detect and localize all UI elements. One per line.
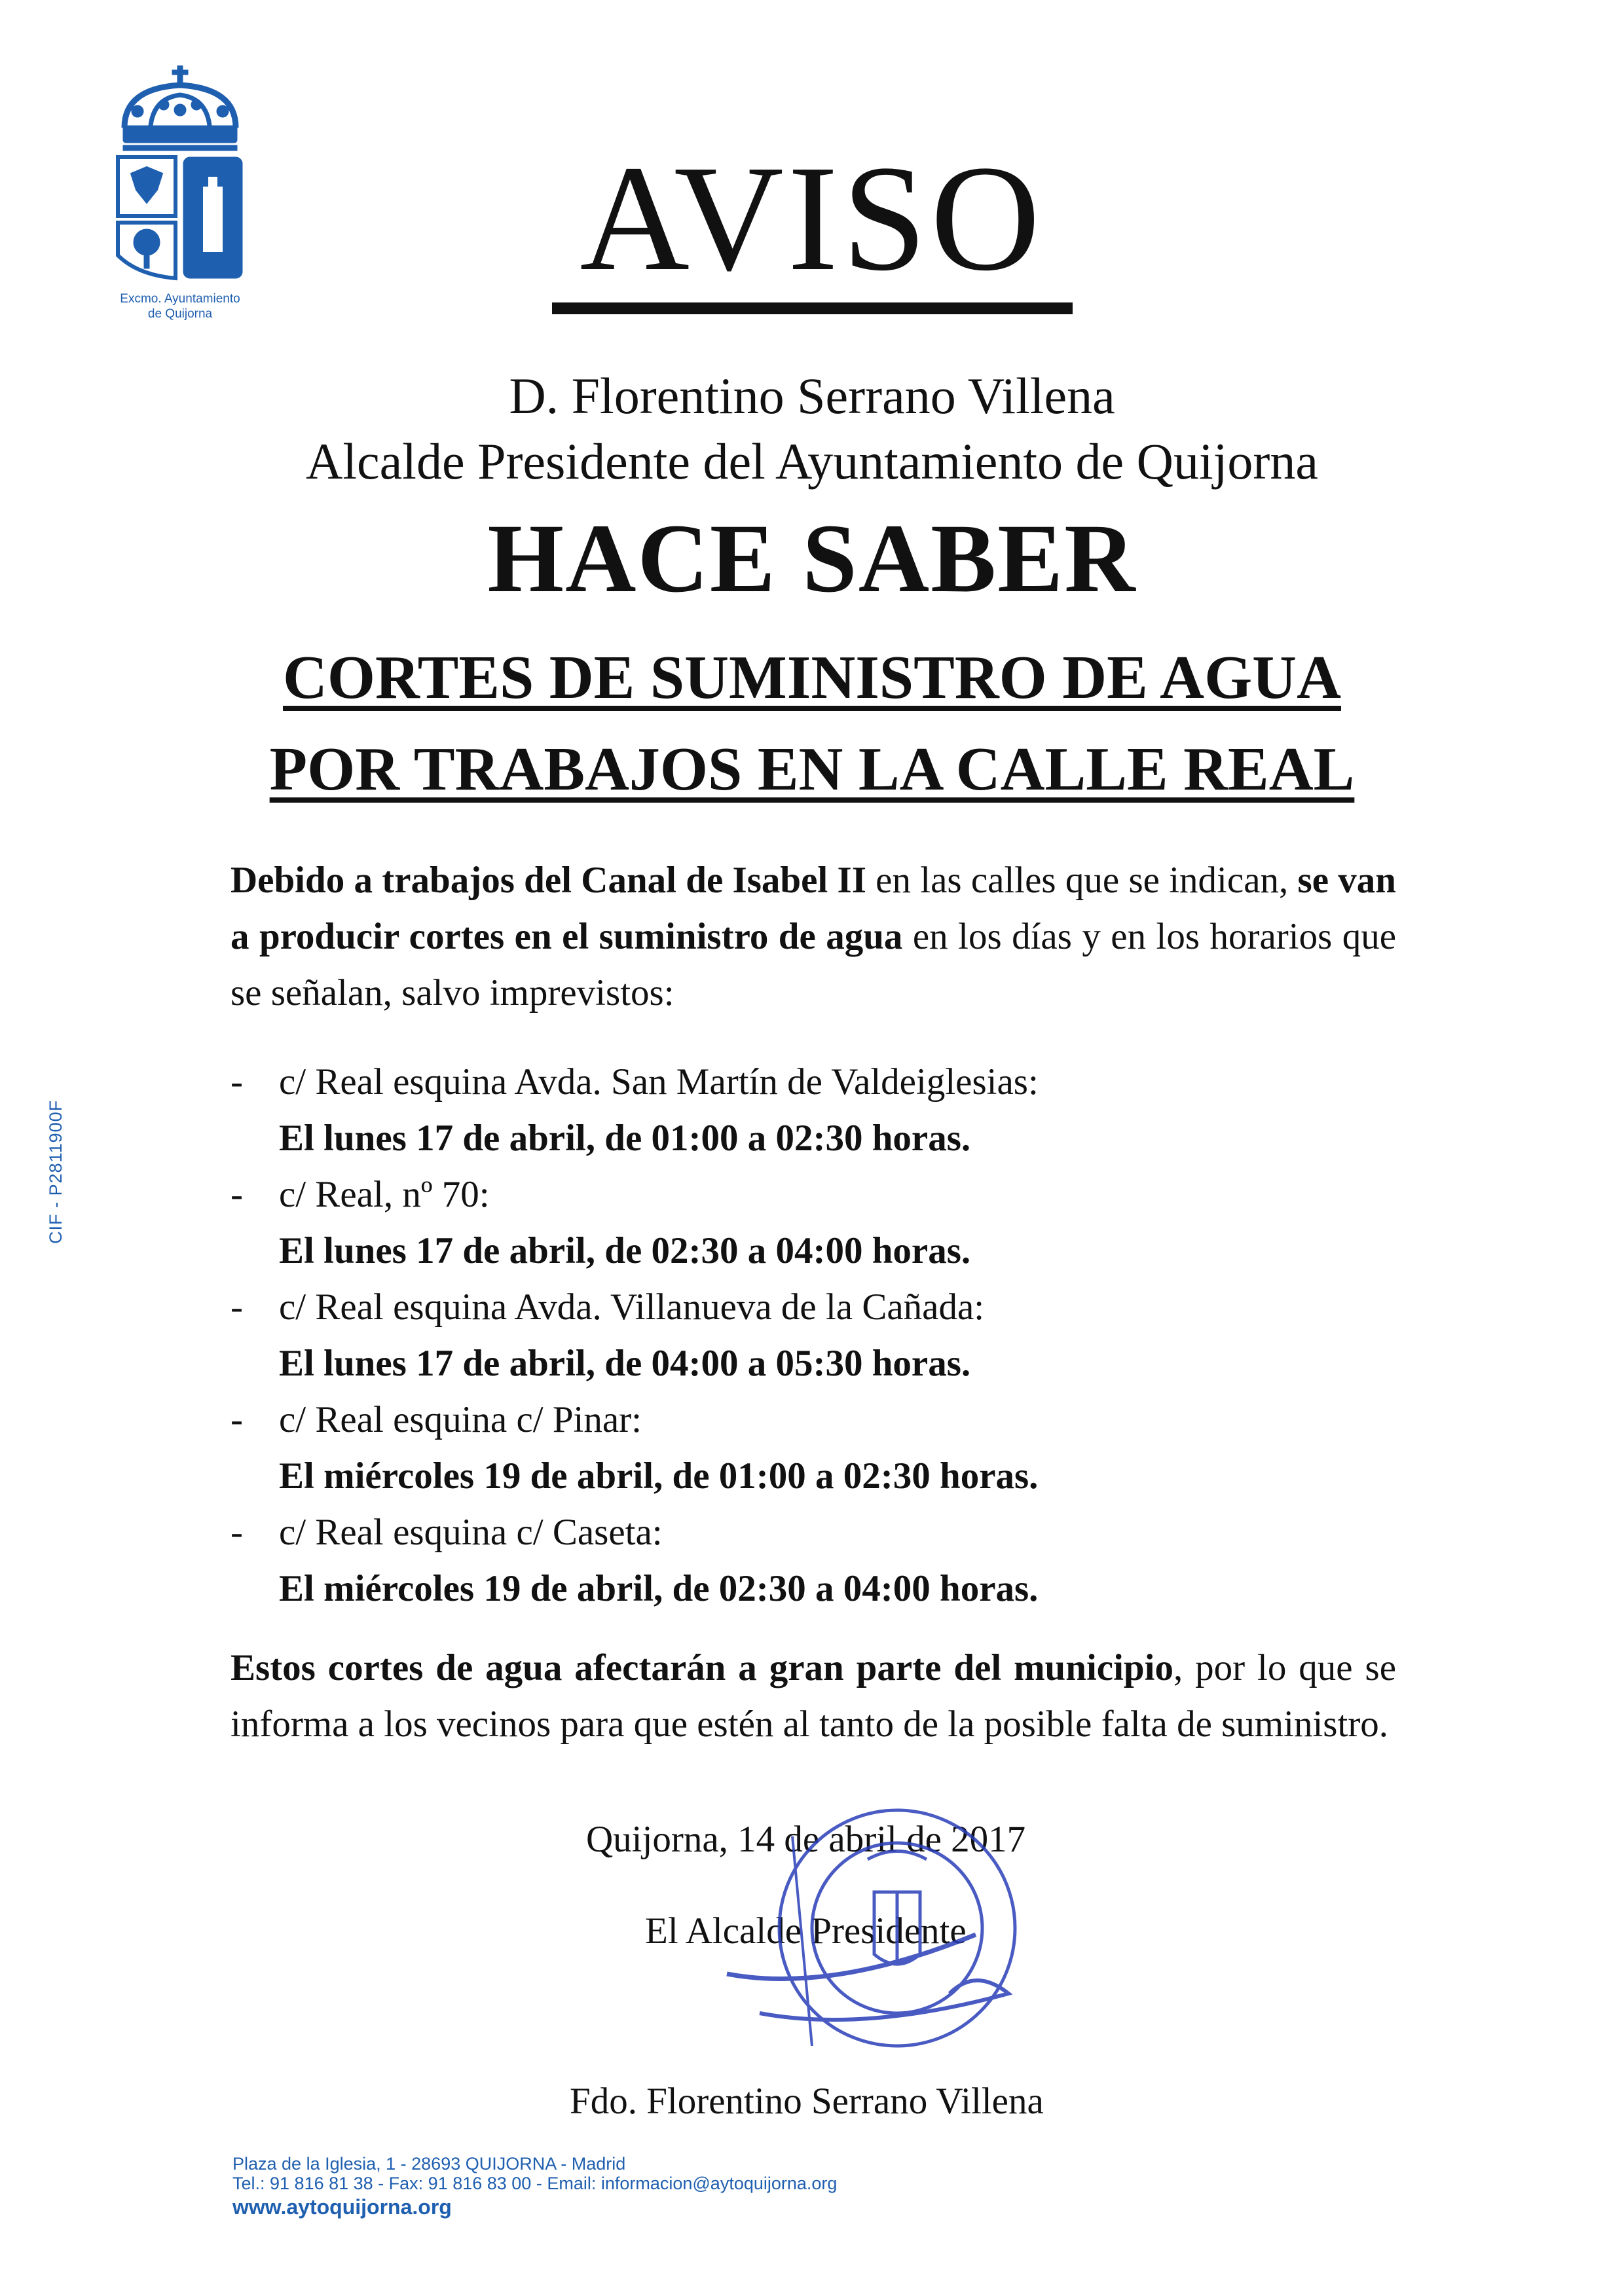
item-time: El miércoles 19 de abril, de 01:00 a 02:30 horas. bbox=[279, 1455, 1039, 1497]
intro-text-2: en los días y en los horarios que se señalan, salvo imprevistos: bbox=[231, 916, 1396, 1013]
signature-date: Quijorna, 14 de abril de 2017 bbox=[586, 1819, 1026, 1860]
item-time: El lunes 17 de abril, de 01:00 a 02:30 horas. bbox=[279, 1118, 971, 1159]
list-item bbox=[231, 1054, 1409, 1167]
item-time: El lunes 17 de abril, de 04:00 a 05:30 horas. bbox=[279, 1343, 971, 1384]
aviso-heading: AVISO bbox=[580, 134, 1044, 302]
list-bullet: - bbox=[231, 1399, 243, 1440]
subject-line-2: POR TRABAJOS EN LA CALLE REAL bbox=[269, 735, 1355, 803]
footer-website: www.aytoquijorna.org bbox=[232, 2195, 452, 2219]
item-street: c/ Real esquina c/ Pinar: bbox=[279, 1399, 642, 1440]
aviso-underline bbox=[552, 302, 1073, 314]
logo-caption bbox=[98, 291, 262, 321]
signature-title: El Alcalde Presidente bbox=[645, 1910, 967, 1952]
item-time: El miércoles 19 de abril, de 02:30 a 04:00 horas. bbox=[279, 1568, 1039, 1609]
footer-contact: Tel.: 91 816 81 38 - Fax: 91 816 83 00 - Email: informacion@aytoquijorna.org bbox=[232, 2174, 838, 2193]
coat-of-arms-logo bbox=[111, 65, 249, 288]
intro-bold-2: se van a producir cortes en el suministro de agua bbox=[231, 860, 1396, 957]
logo-caption-line1: Excmo. Ayuntamiento bbox=[120, 292, 240, 306]
item-street: c/ Real esquina Avda. Villanueva de la Cañada: bbox=[279, 1286, 985, 1328]
list-bullet: - bbox=[231, 1174, 243, 1215]
mayor-title: Alcalde Presidente del Ayuntamiento de Quijorna bbox=[306, 433, 1318, 490]
mayor-name: D. Florentino Serrano Villena bbox=[509, 367, 1115, 424]
intro-text-1: en las calles que se indican, bbox=[866, 860, 1298, 901]
list-item bbox=[231, 1504, 1409, 1617]
item-street: c/ Real esquina c/ Caseta: bbox=[279, 1512, 663, 1553]
outage-list bbox=[231, 1054, 1409, 1617]
closing-bold: Estos cortes de agua afectarán a gran parte del municipio bbox=[231, 1647, 1173, 1688]
item-street: c/ Real, nº 70: bbox=[279, 1174, 490, 1215]
list-bullet: - bbox=[231, 1061, 243, 1102]
footer-address: Plaza de la Iglesia, 1 - 28693 QUIJORNA - Madrid bbox=[232, 2154, 626, 2174]
hace-saber-heading: HACE SABER bbox=[487, 504, 1137, 613]
item-street: c/ Real esquina Avda. San Martín de Valdeiglesias: bbox=[279, 1061, 1039, 1102]
list-item bbox=[231, 1167, 1409, 1279]
closing-paragraph bbox=[231, 1640, 1396, 1753]
logo-caption-line2: de Quijorna bbox=[147, 307, 213, 321]
list-item bbox=[231, 1279, 1409, 1392]
cif-code: CIF - P2811900F bbox=[46, 1099, 65, 1244]
list-item bbox=[231, 1392, 1409, 1504]
item-time: El lunes 17 de abril, de 02:30 a 04:00 horas. bbox=[279, 1230, 971, 1271]
footer bbox=[232, 2154, 837, 2217]
intro-paragraph bbox=[231, 852, 1396, 1021]
subject-line-1: CORTES DE SUMINISTRO DE AGUA bbox=[283, 644, 1341, 712]
signature-name: Fdo. Florentino Serrano Villena bbox=[570, 2081, 1044, 2122]
intro-bold-1: Debido a trabajos del Canal de Isabel II bbox=[231, 860, 866, 901]
list-bullet: - bbox=[231, 1512, 243, 1553]
list-bullet: - bbox=[231, 1286, 243, 1328]
official-stamp bbox=[701, 1797, 1067, 2111]
closing-text: , por lo que se informa a los vecinos para que estén al tanto de la posible falta de suministro. bbox=[231, 1647, 1396, 1745]
